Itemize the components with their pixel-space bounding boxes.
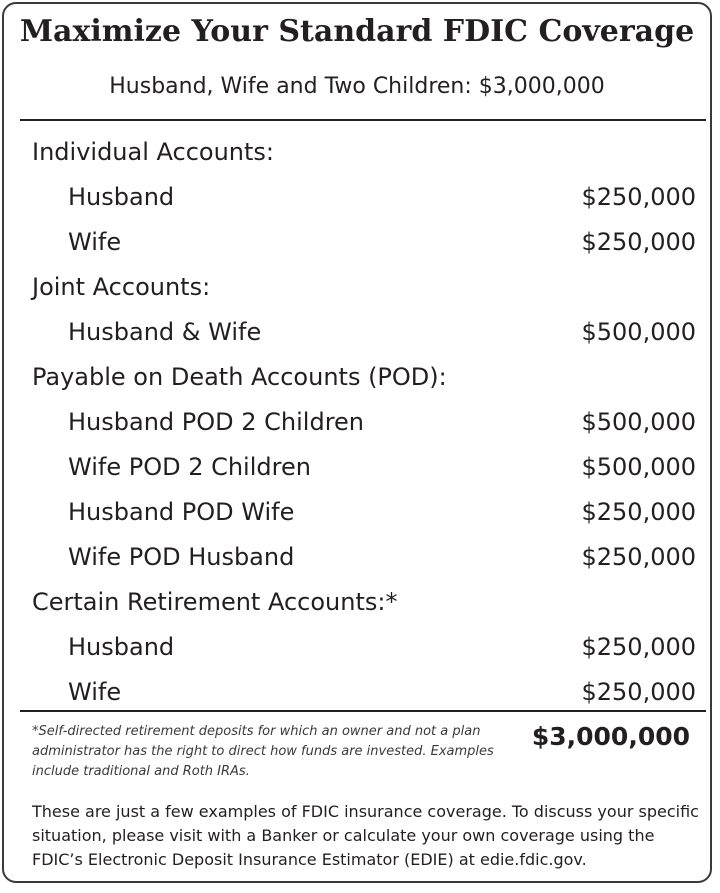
section-heading (32, 355, 696, 400)
coverage-row (32, 400, 696, 445)
coverage-row (32, 535, 696, 580)
row-label: Husband & Wife (68, 318, 262, 346)
coverage-row (32, 625, 696, 670)
bottom-divider (20, 710, 706, 712)
row-label: Wife (68, 228, 122, 256)
row-label: Certain Retirement Accounts:* (32, 588, 398, 616)
row-amount: $250,000 (581, 183, 696, 211)
row-amount: $500,000 (581, 453, 696, 481)
coverage-row (32, 670, 696, 715)
page-subtitle: Husband, Wife and Two Children: $3,000,000 (109, 74, 605, 99)
row-label: Payable on Death Accounts (POD): (32, 363, 447, 391)
row-label: Husband (68, 183, 175, 211)
section-heading (32, 580, 696, 625)
total-amount: $3,000,000 (531, 722, 690, 751)
section-heading (32, 130, 696, 175)
row-label: Husband (68, 633, 175, 661)
coverage-row (32, 445, 696, 490)
row-amount: $250,000 (581, 633, 696, 661)
row-label: Joint Accounts: (32, 273, 211, 301)
coverage-list (32, 130, 696, 715)
coverage-row (32, 490, 696, 535)
top-divider (20, 119, 706, 121)
coverage-row (32, 310, 696, 355)
row-label: Wife POD Husband (68, 543, 295, 571)
row-amount: $250,000 (581, 543, 696, 571)
row-label: Wife (68, 678, 122, 706)
coverage-row (32, 220, 696, 265)
row-label: Husband POD Wife (68, 498, 295, 526)
coverage-card (2, 2, 712, 883)
page-title: Maximize Your Standard FDIC Coverage (19, 14, 695, 49)
row-amount: $500,000 (581, 408, 696, 436)
row-label: Husband POD 2 Children (68, 408, 365, 436)
coverage-note: These are just a few examples of FDIC insurance coverage. To discuss your specific situation, please visit with a Banker or calculate your own coverage using the FDIC’s Electronic Deposit Insurance Estimator (EDIE) at edie.fdic.gov. (32, 802, 699, 869)
row-amount: $250,000 (581, 498, 696, 526)
row-label: Wife POD 2 Children (68, 453, 311, 481)
row-amount: $250,000 (581, 678, 696, 706)
row-amount: $500,000 (581, 318, 696, 346)
coverage-row (32, 175, 696, 220)
row-label: Individual Accounts: (32, 138, 275, 166)
section-heading (32, 265, 696, 310)
row-amount: $250,000 (581, 228, 696, 256)
retirement-footnote: *Self-directed retirement deposits for which an owner and not a plan administrator has the right to direct how funds are invested. Examples include traditional and Roth IRAs. (32, 724, 494, 779)
